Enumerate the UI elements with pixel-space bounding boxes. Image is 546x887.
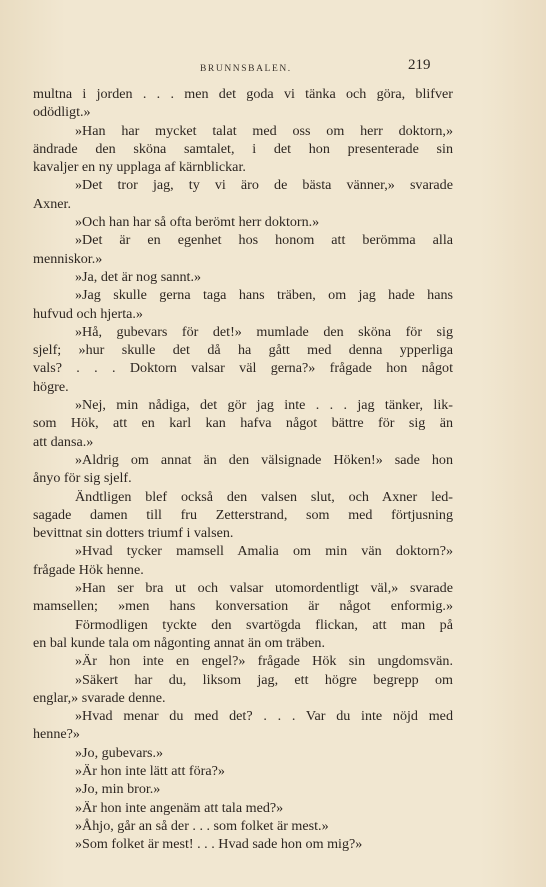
text-line [33, 195, 453, 213]
text-line-content: »Jo, gubevars.» [75, 744, 164, 761]
text-line [33, 140, 453, 158]
text-line-content: »Ja, det är nog sannt.» [75, 268, 202, 285]
text-line [33, 433, 453, 451]
text-line-content: »Det är en egenhet hos honom att berömma alla [75, 232, 453, 249]
text-line-content: »Åhjo, går an så der . . . som folket är mest.» [75, 817, 329, 834]
text-line-content: »Hå, gubevars för det!» mumlade den sköna för sig [75, 323, 453, 340]
text-line [33, 176, 453, 194]
text-line-content: »Jo, min bror.» [75, 781, 161, 798]
text-line-content: »Det tror jag, ty vi äro de bästa vänner,» svarade [75, 177, 453, 194]
text-line-content: att dansa.» [33, 433, 94, 450]
text-line [33, 524, 453, 542]
text-line [33, 744, 453, 762]
text-line-content: »Och han har så ofta berömt herr doktorn.» [75, 214, 320, 231]
text-line [33, 305, 453, 323]
text-line-content: Förmodligen tyckte den svartögda flickan, att man på [75, 616, 453, 633]
text-line [33, 780, 453, 798]
text-line [33, 634, 453, 652]
running-title: BRUNNSBALEN. [200, 64, 292, 74]
text-line [33, 707, 453, 725]
text-line [33, 597, 453, 615]
text-line-content: »Är hon inte lätt att föra?» [75, 762, 225, 779]
text-line-content: »Nej, min nådiga, det gör jag inte . . . jag tänker, lik- [75, 397, 453, 414]
text-line [33, 469, 453, 487]
text-line [33, 817, 453, 835]
text-line [33, 542, 453, 560]
text-line [33, 323, 453, 341]
text-line [33, 341, 453, 359]
text-line [33, 799, 453, 817]
text-line-content: odödligt.» [33, 104, 91, 121]
text-line-content: högre. [33, 378, 69, 395]
text-line [33, 488, 453, 506]
text-line-content: frågade Hök henne. [33, 561, 144, 578]
text-line-content: bevittnat sin dotters triumf i valsen. [33, 525, 234, 542]
text-line-content: ändrade den sköna samtalet, i det hon presenterade sin [33, 140, 453, 157]
text-line-content: kavaljer en ny upplaga af kärnblickar. [33, 159, 246, 176]
text-line [33, 359, 453, 377]
text-line-content: Axner. [33, 195, 71, 212]
text-line [33, 231, 453, 249]
text-line-content: »Säkert har du, liksom jag, ett högre begrepp om [75, 671, 453, 688]
text-line-content: ånyo för sig sjelf. [33, 470, 132, 487]
text-line [33, 561, 453, 579]
text-line [33, 286, 453, 304]
text-line-content: »Han ser bra ut och valsar utomordentligt väl,» svarade [75, 580, 453, 597]
text-line [33, 616, 453, 634]
text-line-content: englar,» svarade denne. [33, 689, 166, 706]
text-line-content: multna i jorden . . . men det goda vi tänka och göra, blifver [33, 86, 453, 102]
text-line [33, 268, 453, 286]
text-line [33, 396, 453, 414]
text-line-content: mamsellen; »men hans konversation är något enformig.» [33, 598, 453, 615]
text-line-content: »Hvad menar du med det? . . . Var du inte nöjd med [75, 708, 453, 725]
text-line-content: »Han har mycket talat med oss om herr doktorn,» [75, 122, 453, 139]
text-line [33, 213, 453, 231]
text-line-content: »Som folket är mest! . . . Hvad sade hon om mig?» [75, 836, 363, 853]
text-line [33, 158, 453, 176]
text-line [33, 579, 453, 597]
text-line [33, 506, 453, 524]
text-line-content: sagade damen till fru Zetterstrand, som med förtjusning [33, 506, 453, 523]
page-number: 219 [408, 57, 431, 73]
text-line-content: hufvud och hjerta.» [33, 305, 143, 322]
text-line [33, 671, 453, 689]
text-line [33, 689, 453, 707]
text-line-content: en bal kunde tala om någonting annat än om träben. [33, 634, 325, 651]
text-line-content: »Är hon inte en engel?» frågade Hök sin ungdomsvän. [75, 653, 453, 670]
text-line [33, 250, 453, 268]
text-line-content: menniskor.» [33, 250, 103, 267]
text-line [33, 451, 453, 469]
text-line [33, 725, 453, 743]
body-text [33, 85, 453, 853]
text-line [33, 122, 453, 140]
text-line-content: »Hvad tycker mamsell Amalia om min vän doktorn?» [75, 543, 453, 560]
text-line-content: vals? . . . Doktorn valsar väl gerna?» frågade hon något [33, 360, 453, 377]
text-line-content: Ändtligen blef också den valsen slut, och Axner led- [75, 488, 453, 505]
text-line [33, 762, 453, 780]
text-line-content: henne?» [33, 726, 80, 743]
text-line-content: sjelf; »hur skulle det då ha gått med denna ypperliga [33, 342, 453, 359]
text-line [33, 103, 453, 121]
text-line-content: »Är hon inte angenäm att tala med?» [75, 799, 284, 816]
text-line [33, 835, 453, 853]
text-line [33, 652, 453, 670]
text-line-content: som Hök, att en karl kan hafva något bättre för sig än [33, 415, 453, 432]
text-line [33, 414, 453, 432]
text-line-content: »Jag skulle gerna taga hans träben, om jag hade hans [75, 287, 453, 304]
text-line-content: »Aldrig om annat än den välsignade Höken!» sade hon [75, 451, 453, 468]
text-line [33, 378, 453, 396]
text-line [33, 85, 453, 103]
